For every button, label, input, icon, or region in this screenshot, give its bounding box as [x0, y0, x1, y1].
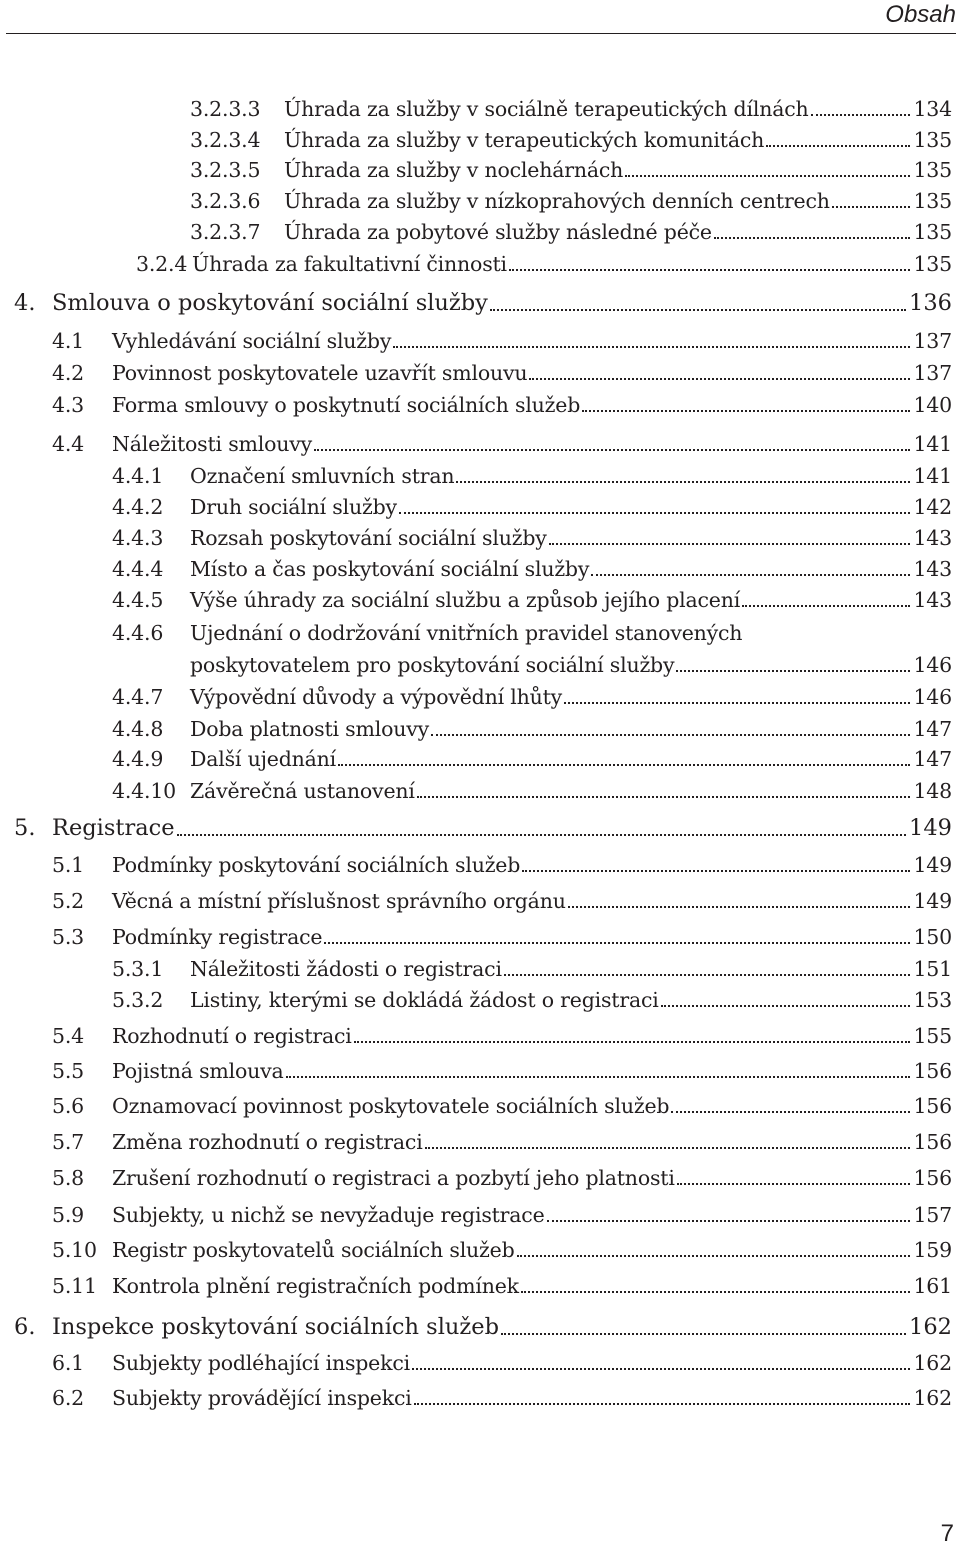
toc-entry[interactable] [0, 1130, 960, 1160]
toc-entry[interactable] [0, 853, 960, 883]
toc-entry-page: 141 [913, 432, 952, 456]
toc-entry-page: 135 [913, 252, 952, 276]
dot-leader [742, 605, 910, 607]
dot-leader [314, 449, 910, 451]
dot-leader [425, 1147, 911, 1149]
toc-entry-number: 5.7 [52, 1130, 85, 1154]
toc-entry-number: 3.2.3.4 [190, 128, 261, 152]
toc-entry[interactable] [0, 925, 960, 955]
toc-entry-page: 143 [913, 557, 952, 581]
dot-leader [529, 378, 910, 380]
toc-entry[interactable] [0, 393, 960, 423]
dot-leader [547, 1220, 911, 1222]
toc-entry-number: 4.4.5 [112, 588, 164, 612]
toc-entry-title: Listiny, kterými se dokládá žádost o registraci [190, 988, 659, 1012]
toc-entry-page: 143 [913, 526, 952, 550]
dot-leader [671, 1111, 910, 1113]
toc-entry-number: 4.4.7 [112, 685, 164, 709]
toc-entry-page: 137 [913, 361, 952, 385]
dot-leader [324, 942, 910, 944]
toc-entry-title: Povinnost poskytovatele uzavřít smlouvu [112, 361, 528, 385]
toc-entry-page: 146 [913, 685, 952, 709]
toc-entry-title: Podmínky registrace [112, 925, 323, 949]
toc-entry-continuation[interactable] [0, 653, 960, 683]
toc-entry-title: Ujednání o dodržování vnitřních pravidel stanovených [190, 621, 743, 645]
dot-leader [676, 670, 910, 672]
toc-entry-page: 156 [913, 1094, 952, 1118]
toc-entry-number: 3.2.3.6 [190, 189, 261, 213]
toc-entry[interactable] [0, 97, 960, 127]
dot-leader [766, 145, 910, 147]
toc-entry-page: 134 [913, 97, 952, 121]
toc-entry[interactable] [0, 361, 960, 391]
toc-entry[interactable] [0, 252, 960, 282]
toc-entry-number: 4.4.10 [112, 779, 177, 803]
toc-entry-title: Úhrada za služby v terapeutických komunitách [284, 128, 765, 152]
dot-leader [412, 1368, 910, 1370]
page-number: 7 [940, 1520, 954, 1547]
toc-entry-number: 6.1 [52, 1351, 85, 1375]
toc-entry-number: 4.4.2 [112, 495, 164, 519]
toc-entry-title: Označení smluvních stran [190, 464, 455, 488]
toc-entry-page: 147 [913, 747, 952, 771]
toc-entry-page: 135 [913, 220, 952, 244]
toc-entry-number: 3.2.3.5 [190, 158, 261, 182]
toc-entry-page: 149 [913, 889, 952, 913]
toc-entry-title: Podmínky poskytování sociálních služeb [112, 853, 521, 877]
dot-leader [568, 906, 911, 908]
toc-entry[interactable] [0, 1059, 960, 1089]
toc-entry[interactable] [0, 1314, 960, 1344]
toc-entry[interactable] [0, 747, 960, 777]
toc-entry-number: 5.11 [52, 1274, 97, 1298]
dot-leader [501, 1333, 906, 1335]
toc-entry-page: 141 [913, 464, 952, 488]
dot-leader [509, 269, 911, 271]
toc-entry-number: 5.3.1 [112, 957, 164, 981]
toc-entry-number: 3.2.4 [136, 252, 188, 276]
toc-entry[interactable] [0, 1203, 960, 1233]
toc-entry-number: 6.2 [52, 1386, 85, 1410]
toc-entry-number: 5.8 [52, 1166, 85, 1190]
toc-entry-number: 5.1 [52, 853, 85, 877]
dot-leader [625, 175, 910, 177]
toc-entry-page: 143 [913, 588, 952, 612]
dot-leader [177, 834, 907, 836]
toc-entry[interactable] [0, 779, 960, 809]
toc-entry[interactable] [0, 1386, 960, 1416]
toc-entry-page: 149 [913, 853, 952, 877]
toc-entry-title: Výše úhrady za sociální službu a způsob jejího placení [190, 588, 741, 612]
toc-entry-number: 5.6 [52, 1094, 85, 1118]
toc-entry-title: Úhrada za služby v sociálně terapeutických dílnách [284, 97, 809, 121]
toc-entry-page: 155 [913, 1024, 952, 1048]
dot-leader [399, 512, 911, 514]
toc-entry[interactable] [0, 1094, 960, 1124]
dot-leader [517, 1255, 911, 1257]
dot-leader [521, 1291, 911, 1293]
toc-entry-title: Věcná a místní příslušnost správního orgánu [112, 889, 566, 913]
toc-entry-page: 148 [913, 779, 952, 803]
toc-entry-number: 4.4.3 [112, 526, 164, 550]
toc-entry-page: 153 [913, 988, 952, 1012]
toc-entry[interactable] [0, 1351, 960, 1381]
toc-entry-number: 4. [14, 290, 36, 316]
toc-entry-page: 146 [913, 653, 952, 677]
toc-entry[interactable] [0, 988, 960, 1018]
toc-entry[interactable] [0, 1024, 960, 1054]
dot-leader [338, 764, 910, 766]
toc-entry[interactable] [0, 526, 960, 556]
toc-entry-page: 135 [913, 128, 952, 152]
dot-leader [354, 1041, 911, 1043]
toc-entry[interactable] [0, 329, 960, 359]
toc-entry-title: Úhrada za fakultativní činnosti [192, 252, 507, 276]
toc-entry-page: 140 [913, 393, 952, 417]
toc-entry[interactable] [0, 557, 960, 587]
toc-entry-page: 162 [909, 1314, 952, 1340]
toc-entry[interactable] [0, 889, 960, 919]
toc-entry-page: 156 [913, 1130, 952, 1154]
toc-entry-page: 161 [913, 1274, 952, 1298]
toc-entry-title: Oznamovací povinnost poskytovatele sociálních služeb [112, 1094, 670, 1118]
toc-entry-title: Rozhodnutí o registraci [112, 1024, 352, 1048]
toc-entry-page: 156 [913, 1166, 952, 1190]
dot-leader [714, 237, 911, 239]
toc-entry-number: 4.4.4 [112, 557, 164, 581]
toc-entry-title: Subjekty podléhající inspekci [112, 1351, 410, 1375]
toc-entry[interactable] [0, 1166, 960, 1196]
toc-entry-page: 149 [909, 815, 952, 841]
toc-entry-title: Místo a čas poskytování sociální služby [190, 557, 590, 581]
dot-leader [582, 410, 910, 412]
toc-entry[interactable] [0, 588, 960, 618]
toc-entry-page: 135 [913, 189, 952, 213]
dot-leader [591, 574, 910, 576]
toc-entry-page: 157 [913, 1203, 952, 1227]
toc-entry-title-continuation: poskytovatelem pro poskytování sociální služby [190, 653, 675, 677]
toc-entry-title: Další ujednání [190, 747, 337, 771]
toc-entry-title: Úhrada za služby v nízkoprahových denních centrech [284, 189, 830, 213]
dot-leader [549, 543, 911, 545]
toc-entry-number: 4.3 [52, 393, 85, 417]
dot-leader [431, 734, 910, 736]
toc-entry-page: 156 [913, 1059, 952, 1083]
toc-entry-number: 4.2 [52, 361, 85, 385]
toc-entry-number: 4.4.9 [112, 747, 164, 771]
toc-entry-page: 150 [913, 925, 952, 949]
toc-entry-title: Kontrola plnění registračních podmínek [112, 1274, 519, 1298]
dot-leader [504, 974, 911, 976]
toc-entry-number: 6. [14, 1314, 36, 1340]
toc-entry-page: 142 [913, 495, 952, 519]
toc-entry-title: Smlouva o poskytování sociální služby [52, 290, 488, 316]
toc-entry[interactable] [0, 957, 960, 987]
toc-entry-page: 137 [913, 329, 952, 353]
toc-entry[interactable] [0, 621, 960, 651]
toc-entry-title: Zrušení rozhodnutí o registraci a pozbytí jeho platnosti [112, 1166, 675, 1190]
toc-entry-title: Doba platnosti smlouvy [190, 717, 429, 741]
toc-entry[interactable] [0, 717, 960, 747]
toc-entry-number: 4.4.1 [112, 464, 164, 488]
toc-entry-title: Registrace [52, 815, 175, 841]
toc-entry-number: 5.3.2 [112, 988, 164, 1012]
toc-entry-title: Pojistná smlouva [112, 1059, 284, 1083]
toc-entry[interactable] [0, 220, 960, 250]
toc-entry[interactable] [0, 685, 960, 715]
toc-entry-number: 3.2.3.7 [190, 220, 261, 244]
toc-entry-title: Úhrada za služby v noclehárnách [284, 158, 624, 182]
toc-entry[interactable] [0, 464, 960, 494]
toc-entry-title: Subjekty provádějící inspekci [112, 1386, 412, 1410]
dot-leader [490, 309, 906, 311]
toc-entry-title: Druh sociální služby [190, 495, 397, 519]
toc-entry-page: 151 [913, 957, 952, 981]
dot-leader [832, 206, 911, 208]
toc-entry-page: 162 [913, 1386, 952, 1410]
dot-leader [393, 346, 910, 348]
toc-entry-title: Úhrada za pobytové služby následné péče [284, 220, 712, 244]
toc-entry-number: 3.2.3.3 [190, 97, 261, 121]
dot-leader [417, 796, 911, 798]
dot-leader [564, 702, 910, 704]
toc-entry[interactable] [0, 158, 960, 188]
toc-entry-title: Závěrečná ustanovení [190, 779, 415, 803]
toc-entry-number: 5. [14, 815, 36, 841]
dot-leader [522, 870, 910, 872]
dot-leader [286, 1076, 911, 1078]
toc-entry-title: Forma smlouvy o poskytnutí sociálních služeb [112, 393, 581, 417]
toc-entry-number: 4.4.8 [112, 717, 164, 741]
toc-entry-number: 5.9 [52, 1203, 85, 1227]
toc-entry-page: 147 [913, 717, 952, 741]
toc-entry-number: 5.3 [52, 925, 85, 949]
toc-entry-title: Změna rozhodnutí o registraci [112, 1130, 423, 1154]
toc-entry[interactable] [0, 432, 960, 462]
toc-entry-number: 4.1 [52, 329, 85, 353]
toc-entry-page: 159 [913, 1238, 952, 1262]
toc-entry-title: Vyhledávání sociální služby [112, 329, 392, 353]
toc-entry[interactable] [0, 815, 960, 845]
dot-leader [677, 1183, 911, 1185]
dot-leader [456, 481, 910, 483]
toc-entry-number: 5.2 [52, 889, 85, 913]
dot-leader [414, 1403, 911, 1405]
dot-leader [811, 114, 911, 116]
toc-entry[interactable] [0, 189, 960, 219]
toc-entry-page: 135 [913, 158, 952, 182]
toc-entry[interactable] [0, 1238, 960, 1268]
toc-entry-title: Náležitosti smlouvy [112, 432, 313, 456]
toc-entry-title: Registr poskytovatelů sociálních služeb [112, 1238, 515, 1262]
toc-entry-page: 162 [913, 1351, 952, 1375]
toc-entry[interactable] [0, 495, 960, 525]
toc-entry-number: 5.10 [52, 1238, 97, 1262]
toc-entry-title: Inspekce poskytování sociálních služeb [52, 1314, 499, 1340]
toc-entry-number: 4.4 [52, 432, 85, 456]
toc-entry-title: Subjekty, u nichž se nevyžaduje registrace [112, 1203, 545, 1227]
running-header-title: Obsah [885, 1, 956, 28]
toc-entry-title: Náležitosti žádosti o registraci [190, 957, 502, 981]
toc-entry[interactable] [0, 290, 960, 320]
toc-entry-number: 4.4.6 [112, 621, 164, 645]
toc-entry-page: 136 [909, 290, 952, 316]
toc-entry-title: Rozsah poskytování sociální služby [190, 526, 547, 550]
toc-entry[interactable] [0, 1274, 960, 1304]
toc-entry-number: 5.5 [52, 1059, 85, 1083]
toc-entry[interactable] [0, 128, 960, 158]
toc-entry-number: 5.4 [52, 1024, 85, 1048]
toc-entry-title: Výpovědní důvody a výpovědní lhůty [190, 685, 563, 709]
dot-leader [661, 1005, 911, 1007]
